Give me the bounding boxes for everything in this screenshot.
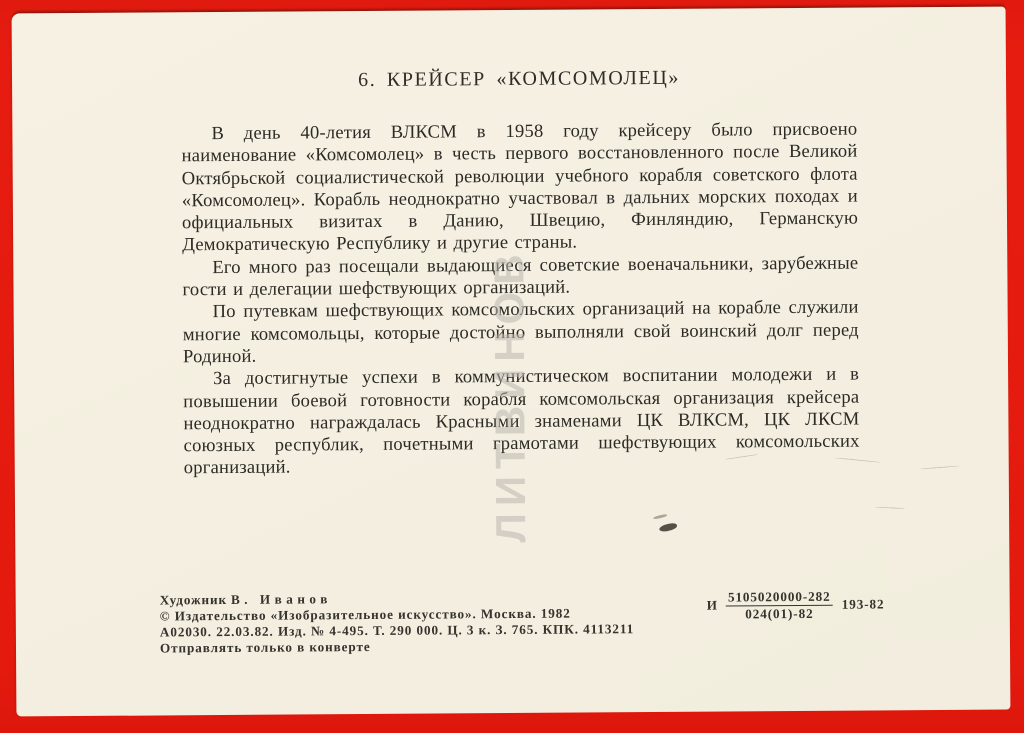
catalog-fraction: [726, 590, 833, 620]
watermark-text: ЛИТВИНОВ: [485, 247, 535, 543]
body-paragraph: В день 40-летия ВЛКСМ в 1958 году крейсеру было присвоено наименование «Комсомолец» в честь первого восстановленного после Великой Октябрьской социалистической революции учебного корабля советского флота «Комсомолец». Корабль неоднократно участвовал в дальних морских походах и официальных визитах в Данию, Швецию, Финляндию, Германскую Демократическую Республику и другие страны.: [181, 118, 859, 256]
artist-label: Художник: [159, 591, 227, 608]
publisher-line: © Издательство «Изобразительное искусство». Москва. 1982: [159, 605, 571, 624]
catalog-index: [707, 589, 885, 620]
artist-name: В. Иванов: [230, 591, 332, 607]
imprint-block: [160, 587, 950, 657]
body-paragraph: За достигнутые успехи в коммунистическом воспитании молодежи и в повышении боевой готовности корабля комсомольская организация крейсера неоднократно награждалась Красными знаменами ЦК ВЛКСМ, ЦК ЛКСМ союзных республик, почетными грамотами шефствующих комсомольских организаций.: [183, 363, 860, 479]
fraction-numerator: 5105020000-282: [726, 590, 833, 606]
description-text: [181, 119, 859, 480]
ink-smudge: [659, 522, 678, 532]
title-wrap: [181, 66, 857, 94]
index-letter: И: [706, 597, 718, 613]
mailing-note: Отправлять только в конверте: [159, 638, 371, 656]
body-paragraph: Его много раз посещали выдающиеся советские военачальники, зарубежные гости и делегации шефствующих организаций.: [182, 252, 859, 301]
pencil-mark: [920, 465, 960, 469]
fraction-denominator: 024(01)-82: [745, 605, 814, 621]
print-data-line: А02030. 22.03.82. Изд. № 4-495. Т. 290 000. Ц. 3 к. З. 765. КПК. 4113211: [159, 621, 635, 640]
postcard-back: [12, 7, 1011, 717]
order-code: 193-82: [841, 596, 885, 612]
postcard-title: 6. КРЕЙСЕР «КОМСОМОЛЕЦ»: [357, 66, 681, 92]
pencil-mark: [875, 507, 905, 509]
body-paragraph: По путевкам шефствующих комсомольских организаций на корабле служили многие комсомольцы, которые достойно выполняли свой воинский долг перед Родиной.: [182, 296, 859, 368]
